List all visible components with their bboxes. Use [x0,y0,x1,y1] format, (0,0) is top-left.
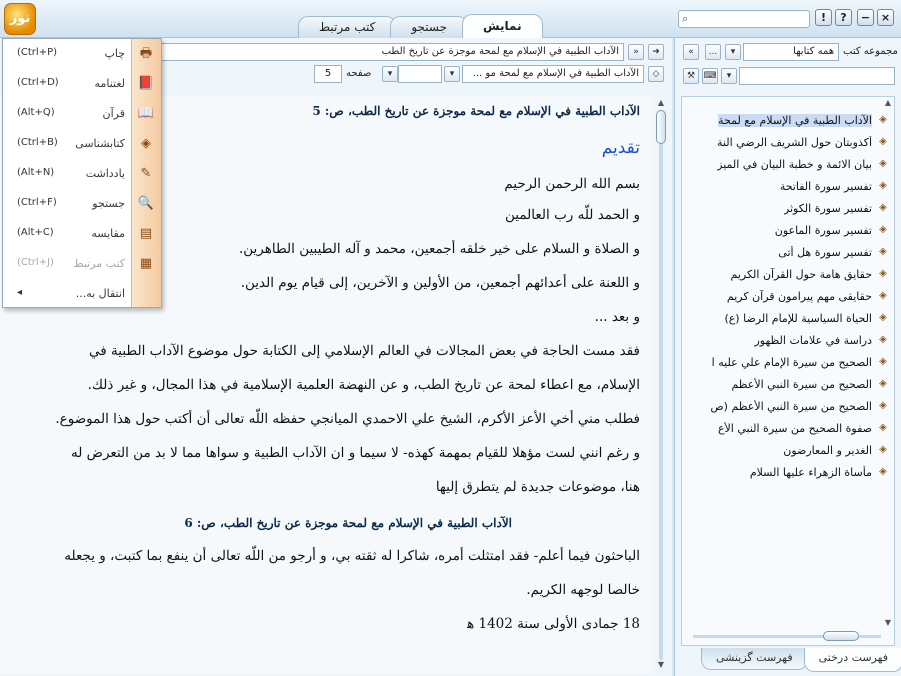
scroll-thumb[interactable] [656,110,666,144]
menu-item-shortcut: (Ctrl+D) [17,77,59,88]
submenu-arrow-icon: ◂ [17,287,23,298]
text-line: و بعد ... [594,309,640,325]
book-icon: ◈ [879,444,887,455]
tree-item-label: دراسة في علامات الظهور [754,333,872,347]
tree-item[interactable] [717,131,890,153]
arrow-right-icon[interactable]: ➜ [648,44,664,60]
tree-item[interactable] [717,153,890,175]
book-icon: ◈ [879,400,887,411]
book-icon: ◈ [879,180,887,191]
scroll-down-icon[interactable]: ▼ [657,660,665,669]
book-icon: ◈ [879,334,887,345]
related-books-icon: ▦ [139,256,153,271]
scroll-up-icon[interactable]: ▲ [884,98,892,107]
tab-related-books[interactable]: کتب مرتبط [298,16,396,38]
group-row [675,42,901,62]
tree-item[interactable] [731,373,890,395]
book-tree [681,96,895,646]
text-line: فطلب مني أخي الأعز الأكرم، الشيخ علي الاحمدي الميانجي حفظه اللّه تعالى أن أكتب حول هذا الموضوع. [55,411,640,427]
tree-item[interactable] [754,329,890,351]
filter-dropdown-icon[interactable]: ▾ [721,68,737,84]
book-title-field[interactable]: الآداب الطبية في الإسلام مع لمحة موجزة عن تاريخ الطب [160,43,624,61]
page-number-input[interactable]: 5 [314,65,342,83]
search-icon: ⌕ [682,12,689,25]
tree-item-label: الغدير و المعارضون [783,443,872,457]
menu-item-shortcut: (Ctrl+B) [17,137,58,148]
book-icon: ◈ [879,246,887,257]
tree-item-label: تفسير سورة هل أتى [778,245,872,259]
tree-item-label: الصحيح من سيرة النبي الأعظم [731,377,872,391]
menu-item-shortcut: (Ctrl+P) [17,47,58,58]
menu-item-label: لغتنامه [94,77,125,90]
tree-item[interactable] [750,461,890,483]
more-options-button[interactable]: ... [705,44,721,60]
nav-forward-button[interactable]: » [628,44,644,60]
note-icon: ✎ [140,166,152,181]
tree-item[interactable] [783,439,890,461]
open-book-icon: 📖 [137,106,155,121]
tree-item-label: حقايقى مهم پيرامون قرآن كريم [726,289,872,303]
book-icon: ◈ [879,136,887,147]
tree-item[interactable] [727,285,890,307]
magnifier-icon: 🔍 [137,196,155,211]
tree-item-label: تفسير سورة الماعون [774,223,872,237]
text-line: بسم الله الرحمن الرحيم [504,176,640,192]
menu-item-label: کتابشناسی [75,137,125,150]
book-icon: ◈ [879,356,887,367]
menu-item-label: انتقال به... [75,287,125,300]
tree-item[interactable] [718,417,890,439]
book-icon: ◈ [879,114,887,125]
menu-item-quran[interactable] [3,99,133,129]
minimize-button[interactable]: − [857,9,874,26]
book-icon: ◈ [879,378,887,389]
menu-item-goto[interactable] [3,279,133,309]
printer-icon: 🖶 [139,46,153,61]
book-icon: ◈ [879,224,887,235]
tree-item[interactable] [718,109,890,131]
bottom-tab-bar [701,648,899,672]
menu-item-dictionary[interactable] [3,69,133,99]
text-line: هنا، موضوعات جديدة لم يتطرق إليها [435,479,640,495]
volume-dropdown-icon[interactable]: ▾ [444,66,460,82]
scroll-up-icon[interactable]: ▲ [657,98,665,107]
text-line: و اللعنة على أعدائهم أجمعين، من الأولين و الآخرين، إلى قيام يوم الدين. [240,275,640,291]
tree-item-label: الصحيح من سيرة الإمام علي عليه ا [711,355,872,369]
menu-item-bibliography[interactable] [3,129,133,159]
tree-item-label: صفوة الصحيح من سيرة النبي الأع [717,421,872,435]
menu-item-label: یادداشت [85,167,125,180]
tree-item[interactable] [784,197,890,219]
global-search-input[interactable] [678,10,810,28]
menu-item-shortcut: (Alt+N) [17,167,55,178]
keyboard-icon[interactable]: ⌨ [702,68,718,84]
menu-item-search[interactable] [3,189,133,219]
menu-item-label: قرآن [102,107,125,120]
tree-item-label: أكذوبتان حول الشريف الرضي النة [717,135,872,149]
text-line: خالصا لوجهه الكريم. [526,582,640,598]
text-line: الإسلام، مع اعطاء لمحة عن تاريخ الطب، و عن النهضة العلمية الإسلامية في هذا المجال، و غير ذلك. [87,377,640,393]
top-tab-bar [298,14,537,38]
tree-item[interactable] [778,241,890,263]
menu-item-compare[interactable] [3,219,133,249]
title-bar [0,0,901,38]
menu-item-print[interactable] [3,39,133,69]
book-tree-panel [674,38,901,676]
tree-item-label: الصحيح من سيرة النبي الأعظم (ص [710,399,872,413]
group-dropdown-icon[interactable]: ▾ [725,44,741,60]
book-group-label: مجموعه کتب [843,46,898,57]
book-icon: ◈ [879,290,887,301]
collapse-icon[interactable]: « [683,44,699,60]
page-header-ref: الآداب الطبية في الإسلام مع لمحة موجزة عن تاريخ الطب، ص: 5 [312,104,640,118]
book-icon: ◈ [879,158,887,169]
page-break-ref: الآداب الطبية في الإسلام مع لمحة موجزة عن تاريخ الطب، ص: 6 [184,516,512,530]
bookmark-tag-icon[interactable]: ◇ [648,66,664,82]
book-group-select[interactable]: همه کتابها [743,43,839,61]
tree-item-label: حقايق هامة حول القرآن الكريم [730,267,872,281]
tree-item[interactable] [775,219,890,241]
text-line: الباحثون فيما أعلم- فقد امتثلت أمره، شاكرا له ثقته بي، و أرجو من اللّه تعالى أن ينفع بما كتبت، و يجعله [64,548,640,564]
book-icon: ◈ [879,422,887,433]
book-icon: ◈ [879,202,887,213]
tree-item-label: الحياة السياسية للإمام الرضا (ع) [724,311,872,325]
book-icon: ◈ [879,312,887,323]
tree-item[interactable] [712,351,890,373]
book-filter-input[interactable] [739,67,895,85]
tab-selective-index[interactable]: فهرست گزینشی [701,648,808,670]
text-line: و الحمد للّه رب العالمين [505,207,640,223]
help-button[interactable]: ? [835,9,852,26]
menu-item-label: جستجو [92,197,125,210]
tree-item-label: تفسير سورة الفاتحة [779,179,872,193]
tree-scrollbar[interactable] [883,98,893,628]
page-label: صفحه [346,68,372,79]
tree-item[interactable] [710,395,890,417]
book-icon: ◈ [879,466,887,477]
scroll-track[interactable] [659,110,663,660]
scroll-down-icon[interactable]: ▼ [884,618,892,627]
info-button[interactable]: ! [815,9,832,26]
menu-item-shortcut: (Ctrl+F) [17,197,57,208]
page-dropdown-icon[interactable]: ▾ [382,66,398,82]
text-line: فقد مست الحاجة في بعض المجالات في العالم الإسلامي إلى الكتابة حول موضوع الآداب الطبية في [89,343,640,359]
tree-item-label: مأساة الزهراء عليها السلام [749,465,872,479]
menu-item-related-books [3,249,133,279]
reader-toolbar-row1 [160,42,668,62]
compare-icon: ▤ [139,226,153,241]
menu-item-note[interactable] [3,159,133,189]
volume-select[interactable]: الآداب الطبية في الإسلام مع لمحة مو ... [462,65,644,83]
tree-item-label: بيان الائمة و خطبة البيان في الميز [717,157,872,171]
tree-hscrollbar[interactable] [683,630,893,642]
book-icon: ◈ [879,268,887,279]
text-line: و الصلاة و السلام على خير خلقه أجمعين، محمد و آله الطيبين الطاهرين. [238,241,640,257]
text-line: 18 جمادى الأولى سنة 1402 ه‍ [467,616,640,632]
tree-item[interactable] [780,175,890,197]
hscroll-thumb[interactable] [823,631,859,641]
menu-item-shortcut: (Ctrl+J) [17,257,54,268]
tools-icon[interactable]: ⚒ [683,68,699,84]
filter-row [675,66,901,86]
tree-item-label: تفسير سورة الكوثر [783,201,872,215]
tab-display[interactable]: نمایش [462,14,543,38]
bibliography-icon: ◈ [141,136,151,151]
menu-item-label: مقایسه [91,227,125,240]
tab-tree-index[interactable]: فهرست درختی [804,648,901,672]
tree-item[interactable] [724,307,890,329]
tab-search[interactable]: جستجو [390,16,468,38]
context-menu [2,38,162,308]
dictionary-icon: 📕 [137,76,155,91]
content-scrollbar[interactable] [654,96,668,674]
menu-item-label: کتب مرتبط [73,257,125,270]
page-select[interactable] [398,65,442,83]
tree-item[interactable] [731,263,890,285]
tree-item-label: الآداب الطبية في الإسلام مع لمحة [718,113,872,127]
app-logo[interactable]: نور [4,3,36,35]
text-line: و رغم انني لست مؤهلا للقيام بمهمة كهذه- لا سيما و ان الآداب الطبية و سواها مما لا بد من التعرض له [71,445,640,461]
section-title: تقديم [601,138,640,158]
close-button[interactable]: × [877,9,894,26]
menu-item-label: چاپ [104,47,125,60]
menu-item-shortcut: (Alt+C) [17,227,54,238]
menu-item-shortcut: (Alt+Q) [17,107,55,118]
